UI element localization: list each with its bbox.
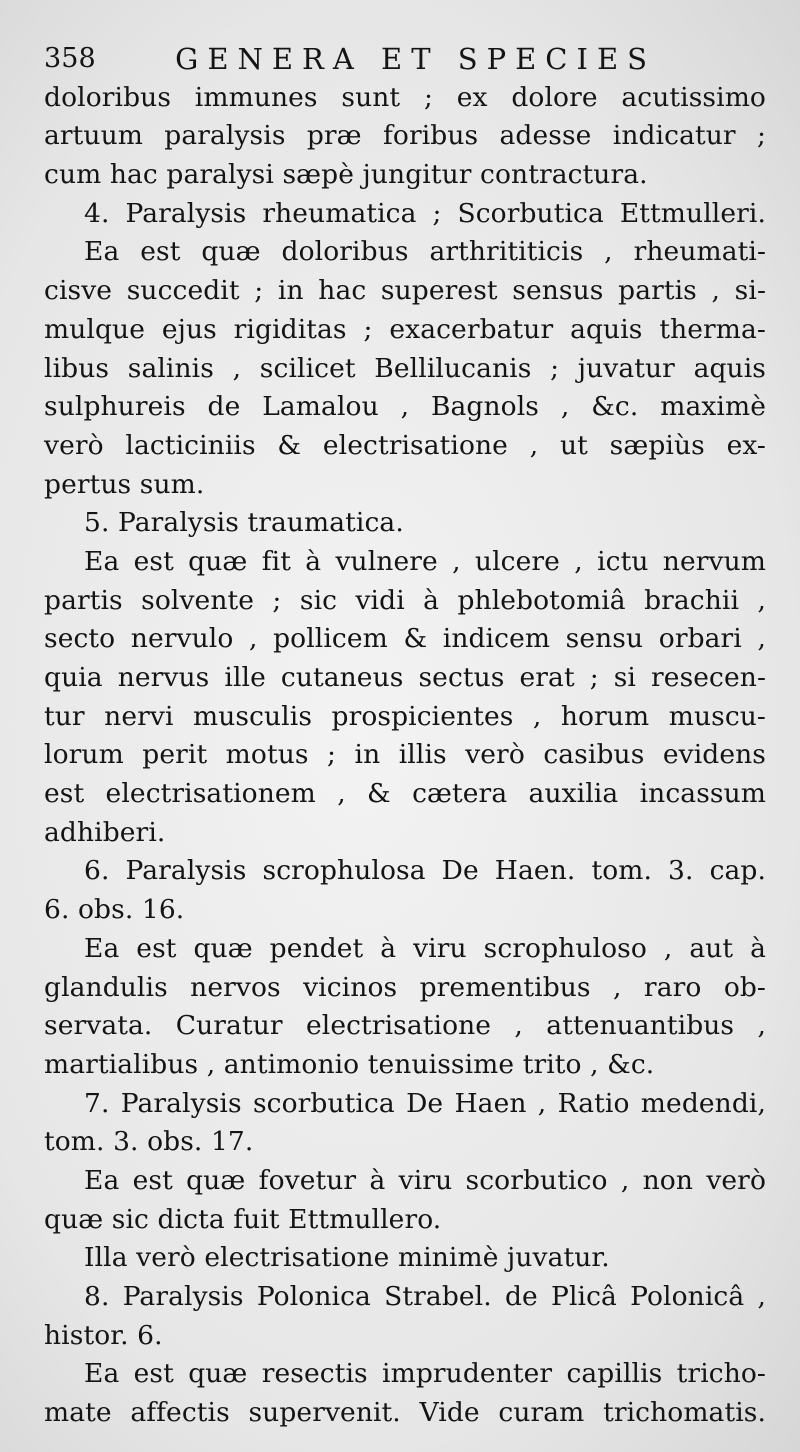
text-line: partis solvente ; sic vidi à phlebotomiâ brachii , (44, 584, 766, 616)
page-header (44, 40, 766, 79)
body-lines (44, 79, 766, 1433)
text-line: quæ sic dicta fuit Ettmullero. (44, 1203, 442, 1235)
text-line: libus salinis , scilicet Bellilucanis ; juvatur aquis (44, 352, 766, 384)
text-line: servata. Curatur electrisatione , attenuantibus , (44, 1010, 766, 1042)
text-line: 6. Paralysis scrophulosa De Haen. tom. 3. cap. (84, 855, 766, 887)
text-line: mate affectis supervenit. Vide curam trichomatis. (44, 1397, 766, 1429)
text-line: 7. Paralysis scorbutica De Haen , Ratio medendi, (84, 1087, 766, 1119)
text-line: tom. 3. obs. 17. (44, 1126, 254, 1158)
text-line: Ea est quæ pendet à viru scrophuloso , aut à (84, 932, 766, 964)
text-line: adhiberi. (44, 816, 166, 848)
text-line: cisve succedit ; in hac superest sensus partis , si- (44, 275, 766, 307)
text-line: Ea est quæ fovetur à viru scorbutico , non verò (84, 1164, 766, 1196)
text-line: histor. 6. (44, 1319, 163, 1351)
text-line: artuum paralysis præ foribus adesse indicatur ; (44, 120, 766, 152)
text-line: doloribus immunes sunt ; ex dolore acutissimo (44, 81, 766, 113)
text-line: tur nervi musculis prospicientes , horum muscu- (44, 700, 766, 732)
text-line: quia nervus ille cutaneus sectus erat ; si resecen- (44, 662, 766, 693)
text-line: verò lacticiniis & electrisatione , ut sæpiùs ex- (44, 429, 766, 461)
text-line: 5. Paralysis traumatica. (84, 507, 404, 539)
text-line: 4. Paralysis rheumatica ; Scorbutica Ettmulleri. (84, 197, 766, 229)
text-line: cum hac paralysi sæpè jungitur contractura. (44, 159, 648, 191)
running-title: GENERA ET SPECIES (175, 42, 656, 76)
text-line: martialibus , antimonio tenuissime trito , &c. (44, 1048, 655, 1080)
text-line: est electrisationem , & cætera auxilia incassum (44, 778, 766, 810)
text-line: Ea est quæ doloribus arthrititicis , rheumati- (84, 236, 766, 268)
text-line: mulque ejus rigiditas ; exacerbatur aquis therma- (44, 313, 766, 345)
text-line: Ea est quæ fit à vulnere , ulcere , ictu nervum (84, 545, 766, 577)
text-line: secto nervulo , pollicem & indicem sensu orbari , (44, 623, 766, 655)
page-text (44, 40, 766, 1433)
text-line: Illa verò electrisatione minimè juvatur. (84, 1242, 610, 1274)
page-number: 358 (44, 43, 96, 74)
text-line: lorum perit motus ; in illis verò casibus evidens (44, 739, 766, 771)
text-line: glandulis nervos vicinos prementibus , raro ob- (44, 971, 766, 1003)
text-line: sulphureis de Lamalou , Bagnols , &c. maximè (44, 391, 766, 423)
text-line: Ea est quæ resectis imprudenter capillis tricho- (84, 1358, 766, 1390)
text-line: pertus sum. (44, 468, 205, 500)
text-line: 8. Paralysis Polonica Strabel. de Plicâ Polonicâ , (84, 1281, 766, 1312)
text-line: 6. obs. 16. (44, 894, 185, 926)
